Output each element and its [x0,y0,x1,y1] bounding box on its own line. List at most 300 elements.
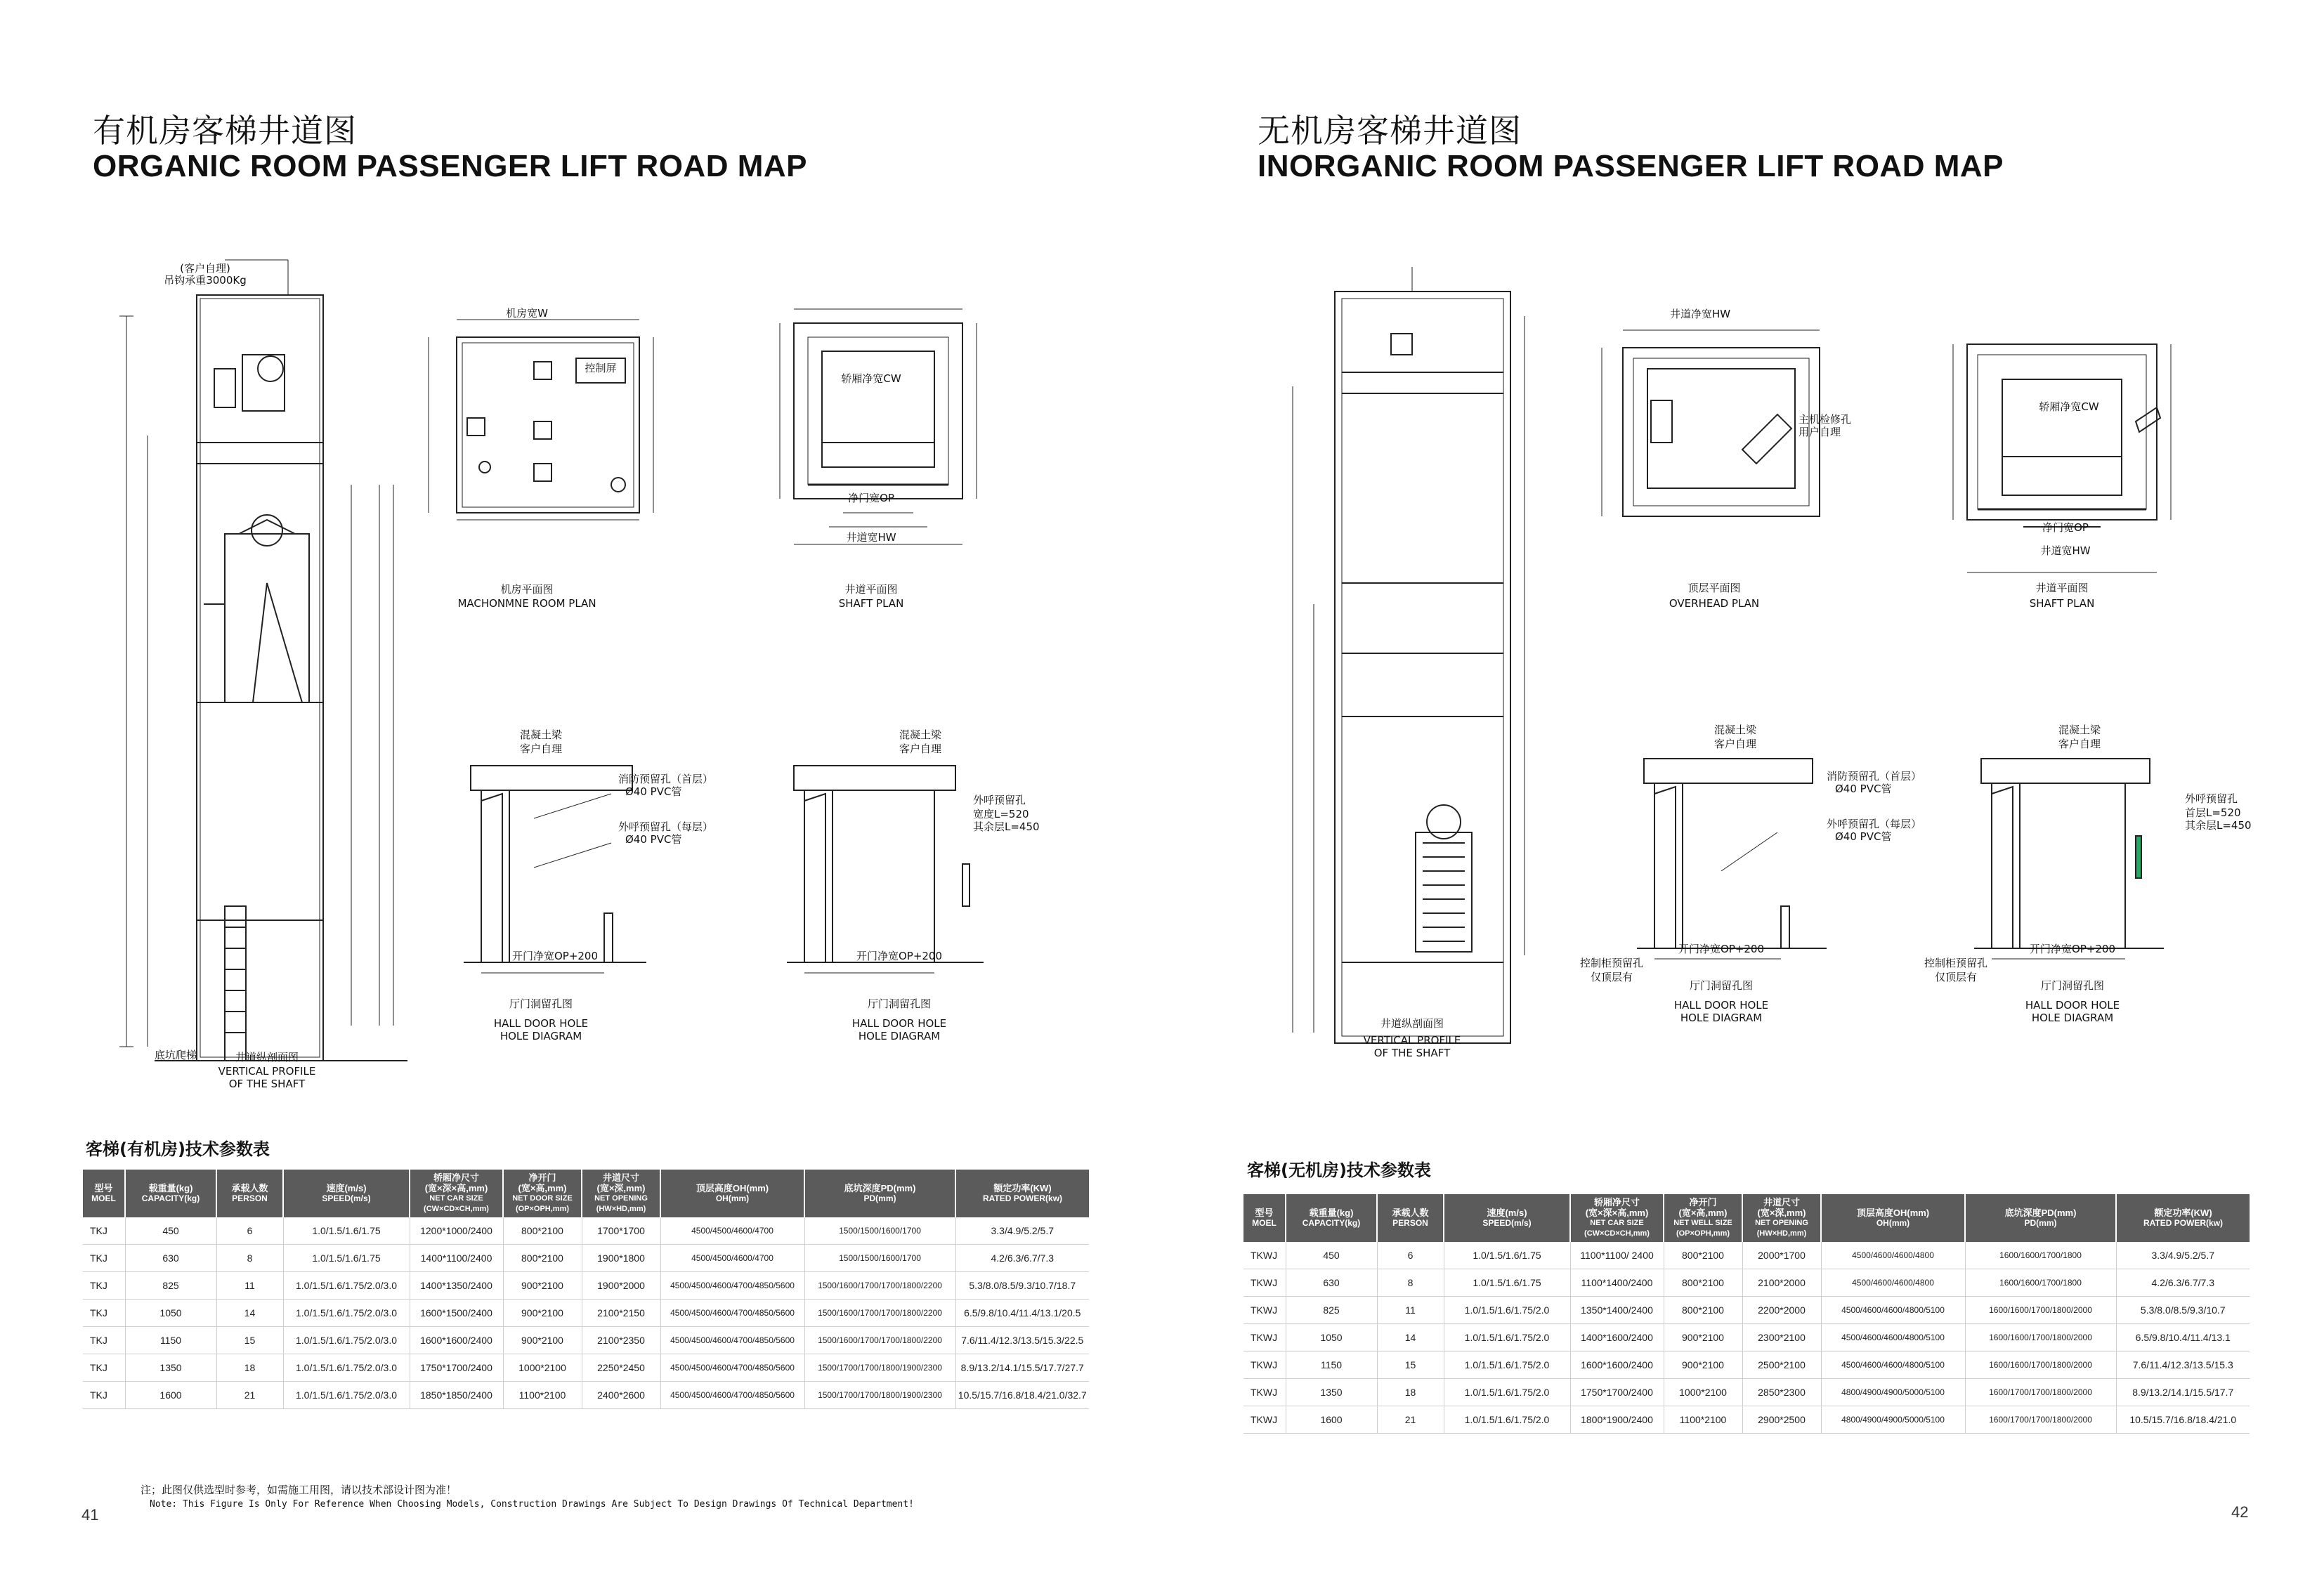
table-cell: 2100*2150 [582,1300,660,1327]
table-row [1243,1324,2250,1352]
table-cell: 1100*1400/2400 [1570,1269,1664,1297]
table-cell: 2100*2000 [1742,1269,1821,1297]
table-cell: 1.0/1.5/1.6/1.75/2.0 [1444,1379,1570,1406]
table-cell: 4.2/6.3/6.7/7.3 [955,1245,1089,1272]
right-hw-label: 井道宽HW [2040,544,2091,557]
right-table-header-9 [2116,1194,2250,1242]
table-cell: 1.0/1.5/1.6/1.75/2.0/3.0 [283,1327,410,1354]
table-cell: 450 [125,1217,216,1245]
left-table-header-9 [955,1170,1089,1217]
left-table-header-6 [582,1170,660,1217]
left-table-header-5 [503,1170,582,1217]
right-table-header-line: 顶层高度OH(mm) [1856,1208,1930,1218]
table-cell: 1.0/1.5/1.6/1.75/2.0 [1444,1297,1570,1324]
right-table-header-line: PD(mm) [2024,1218,2057,1228]
table-cell: 1900*1800 [582,1245,660,1272]
right-table-header-2 [1377,1194,1444,1242]
hd1-beam-1: 混凝土梁 [519,728,562,741]
rhd2-beam-1: 混凝土梁 [2058,724,2101,736]
right-table-title: 客梯(无机房)技术参数表 [1247,1160,1431,1180]
table-cell: 8.9/13.2/14.1/15.5/17.7/27.7 [955,1354,1089,1382]
left-section-caption-en-1: VERTICAL PROFILE [218,1065,316,1078]
right-table-header-line: (HW×HD,mm) [1756,1229,1807,1238]
table-cell: 1.0/1.5/1.6/1.75 [1444,1242,1570,1269]
table-cell: TKJ [83,1272,125,1300]
table-cell: TKWJ [1243,1352,1286,1379]
right-table-header-0 [1243,1194,1286,1242]
left-table-header-line: MOEL [91,1193,116,1203]
overhead-caption-en: OVERHEAD PLAN [1669,597,1760,610]
table-cell: 1.0/1.5/1.6/1.75/2.0 [1444,1352,1570,1379]
right-table-header-line: RATED POWER(kw) [2143,1218,2224,1228]
table-cell: 1350 [125,1354,216,1382]
hd1-note-2b: Ø40 PVC管 [625,833,682,846]
rhd1-caption-en-1: HALL DOOR HOLE [1673,999,1769,1012]
table-row [1243,1379,2250,1406]
left-table-header-line: 型号 [94,1183,113,1193]
table-cell: 1850*1850/2400 [410,1382,503,1409]
right-table-header-3 [1444,1194,1570,1242]
table-cell: 1500/1600/1700/1700/1800/2200 [804,1272,955,1300]
left-table-header-line: 轿厢净尺寸 [433,1172,479,1183]
right-table-header-line: NET CAR SIZE [1590,1219,1644,1227]
left-shaft-plan-caption-en: SHAFT PLAN [838,597,904,610]
right-table-header-line: OH(mm) [1876,1218,1910,1228]
table-cell: 4500/4600/4600/4800/5100 [1821,1324,1965,1352]
hd1-caption-en-1: HALL DOOR HOLE [493,1017,589,1030]
left-title-cn: 有机房客梯井道图 [93,112,357,150]
left-table-header-line: (宽×深×高,mm) [424,1183,488,1193]
right-table-header-4 [1570,1194,1664,1242]
rhd1-note-2: 外呼预留孔（每层） [1827,818,1922,830]
table-cell: 8 [216,1245,283,1272]
table-cell: 1000*2100 [1664,1379,1742,1406]
table-row [83,1245,1089,1272]
table-cell: 1.0/1.5/1.6/1.75/2.0/3.0 [283,1300,410,1327]
table-row [83,1382,1089,1409]
table-cell: 1600 [1286,1406,1377,1434]
left-table-header-3 [283,1170,410,1217]
right-table-header-5 [1664,1194,1742,1242]
table-row [1243,1269,2250,1297]
right-section-caption-en-1: VERTICAL PROFILE [1363,1034,1461,1047]
table-cell: 4500/4600/4600/4800/5100 [1821,1297,1965,1324]
table-cell: 1400*1100/2400 [410,1245,503,1272]
table-cell: 900*2100 [503,1327,582,1354]
table-cell: 1150 [1286,1352,1377,1379]
rhd2-caption-en-2: HOLE DIAGRAM [2031,1012,2114,1024]
left-table-header-line: 速度(m/s) [326,1183,367,1193]
table-cell: 2250*2450 [582,1354,660,1382]
hd2-note-1b: 宽度L=520 [973,808,1029,820]
left-table-header-7 [660,1170,804,1217]
table-cell: 1.0/1.5/1.6/1.75/2.0 [1444,1324,1570,1352]
table-cell: 7.6/11.4/12.3/13.5/15.3 [2116,1352,2250,1379]
table-cell: 21 [216,1382,283,1409]
overhead-width: 井道净宽HW [1669,308,1731,320]
rhd2-note-1c: 其余层L=450 [2185,819,2252,832]
left-table-header-line: (CW×CD×CH,mm) [424,1205,489,1213]
rhd1-side-1: 控制柜预留孔 [1579,957,1643,969]
table-cell: 1050 [1286,1324,1377,1352]
left-table-header-1 [125,1170,216,1217]
rhd1-beam-1: 混凝土梁 [1713,724,1756,736]
rhd2-beam-2: 客户自理 [2058,738,2101,750]
left-table-header-line: (OP×OPH,mm) [515,1205,570,1213]
left-table-header-line: OH(mm) [715,1193,750,1203]
left-page-number: 41 [81,1506,99,1524]
table-cell: 1100*1100/ 2400 [1570,1242,1664,1269]
hd2-note-1c: 其余层L=450 [973,820,1040,833]
table-cell: 7.6/11.4/12.3/13.5/15.3/22.5 [955,1327,1089,1354]
left-table-header-line: PD(mm) [863,1193,896,1203]
right-table-header-row [1243,1194,2250,1242]
right-table-header-line: NET OPENING [1755,1219,1808,1227]
rhd1-beam-2: 客户自理 [1713,738,1756,750]
right-table-header-line: 净开门 [1689,1197,1717,1208]
machine-room-caption-en: MACHONMNE ROOM PLAN [457,597,596,610]
hd1-note-1b: Ø40 PVC管 [625,785,682,798]
table-cell: 1600/1700/1700/1800/2000 [1965,1379,2116,1406]
left-table-header-0 [83,1170,125,1217]
table-cell: 1.0/1.5/1.6/1.75/2.0 [1444,1406,1570,1434]
right-table-header-line: 载重量(kg) [1309,1208,1354,1218]
right-table-header-line: NET WELL SIZE [1673,1219,1732,1227]
table-cell: 1400*1350/2400 [410,1272,503,1300]
table-cell: 2100*2350 [582,1327,660,1354]
table-cell: 1600/1600/1700/1800/2000 [1965,1324,2116,1352]
table-cell: 825 [1286,1297,1377,1324]
right-table-header-line: 轿厢净尺寸 [1593,1197,1640,1208]
right-spec-table [1243,1194,2250,1434]
hd2-beam-2: 客户自理 [899,742,941,755]
table-row [83,1217,1089,1245]
right-op-label: 净门宽OP [2042,521,2089,534]
table-cell: 1100*2100 [503,1382,582,1409]
hd1-caption-en-2: HOLE DIAGRAM [500,1030,582,1042]
table-cell: 1000*2100 [503,1354,582,1382]
left-table-header-2 [216,1170,283,1217]
table-cell: 2500*2100 [1742,1352,1821,1379]
right-shaft-plan-drawing [1946,330,2185,597]
hd2-dim: 开门净宽OP+200 [856,950,943,962]
table-cell: 1350*1400/2400 [1570,1297,1664,1324]
table-cell: 1600/1700/1700/1800/2000 [1965,1406,2116,1434]
hd2-beam-1: 混凝土梁 [899,728,941,741]
right-title-cn: 无机房客梯井道图 [1258,112,1522,150]
table-cell: 8 [1377,1269,1444,1297]
table-cell: 1500/1500/1600/1700 [804,1245,955,1272]
table-cell: 900*2100 [1664,1352,1742,1379]
rhd2-note-1b: 首层L=520 [2185,806,2241,819]
left-table-header-line: (宽×高,mm) [518,1183,567,1193]
rhd1-note-2b: Ø40 PVC管 [1835,830,1892,843]
table-cell: 4.2/6.3/6.7/7.3 [2116,1269,2250,1297]
table-cell: 1600*1600/2400 [410,1327,503,1354]
table-cell: 3.3/4.9/5.2/5.7 [955,1217,1089,1245]
table-cell: 1800*1900/2400 [1570,1406,1664,1434]
table-cell: 4800/4900/4900/5000/5100 [1821,1379,1965,1406]
table-cell: 1600/1600/1700/1800/2000 [1965,1352,2116,1379]
table-cell: 1.0/1.5/1.6/1.75 [283,1245,410,1272]
left-shaft-section-drawing [98,253,407,1082]
table-cell: 630 [125,1245,216,1272]
table-cell: 1750*1700/2400 [410,1354,503,1382]
table-cell: 1700*1700 [582,1217,660,1245]
rhd2-caption-en-1: HALL DOOR HOLE [2025,999,2120,1012]
right-table-header-line: (CW×CD×CH,mm) [1584,1229,1650,1238]
table-cell: 5.3/8.0/8.5/9.3/10.7 [2116,1297,2250,1324]
left-table-header-line: 顶层高度OH(mm) [696,1183,769,1193]
table-cell: 4500/4500/4600/4700 [660,1245,804,1272]
rhd2-side-1: 控制柜预留孔 [1924,957,1987,969]
table-cell: 1600*1500/2400 [410,1300,503,1327]
table-cell: TKJ [83,1245,125,1272]
left-table-header-line: 净开门 [528,1172,556,1183]
hd2-note-1: 外呼预留孔 [973,794,1026,806]
machine-room-width: 机房宽W [506,307,548,320]
table-cell: 1500/1500/1600/1700 [804,1217,955,1245]
table-cell: 10.5/15.7/16.8/18.4/21.0/32.7 [955,1382,1089,1409]
table-cell: 14 [1377,1324,1444,1352]
table-cell: 15 [216,1327,283,1354]
table-cell: 18 [216,1354,283,1382]
table-cell: 4500/4600/4600/4800 [1821,1242,1965,1269]
table-cell: 1600 [125,1382,216,1409]
right-section-caption-cn: 井道纵剖面图 [1380,1017,1444,1030]
table-row [1243,1352,2250,1379]
table-cell: 4800/4900/4900/5000/5100 [1821,1406,1965,1434]
overhead-caption-cn: 顶层平面图 [1687,582,1741,594]
table-cell: 800*2100 [1664,1297,1742,1324]
table-cell: 15 [1377,1352,1444,1379]
machine-room-plan-drawing [414,309,674,548]
left-shaft-plan-drawing [766,302,991,569]
overhead-note-2: 用户自理 [1799,426,1841,438]
table-cell: TKJ [83,1354,125,1382]
hd1-beam-2: 客户自理 [519,742,562,755]
table-cell: TKWJ [1243,1324,1286,1352]
left-table-header-line: (HW×HD,mm) [596,1205,646,1213]
right-section-caption-en-2: OF THE SHAFT [1373,1047,1451,1059]
table-cell: TKJ [83,1327,125,1354]
table-cell: 11 [216,1272,283,1300]
table-cell: 11 [1377,1297,1444,1324]
right-title-en: INORGANIC ROOM PASSENGER LIFT ROAD MAP [1258,149,2004,183]
left-section-caption-cn: 井道纵剖面图 [235,1051,299,1064]
table-cell: TKJ [83,1382,125,1409]
table-cell: 2300*2100 [1742,1324,1821,1352]
table-cell: 14 [216,1300,283,1327]
right-table-header-line: CAPACITY(kg) [1302,1218,1361,1228]
table-cell: 900*2100 [503,1300,582,1327]
table-cell: 1.0/1.5/1.6/1.75 [1444,1269,1570,1297]
table-cell: 6.5/9.8/10.4/11.4/13.1 [2116,1324,2250,1352]
left-table-header-line: 载重量(kg) [148,1183,193,1193]
table-cell: 800*2100 [1664,1269,1742,1297]
rhd1-note-1: 消防预留孔（首层） [1827,770,1922,783]
table-cell: 4500/4500/4600/4700/4850/5600 [660,1327,804,1354]
left-note-en: Note: This Figure Is Only For Reference When Choosing Models, Construction Drawings Are Subject To Design Drawings Of Technical Department! [150,1499,914,1510]
table-row [83,1272,1089,1300]
right-table-header-line: SPEED(m/s) [1482,1218,1532,1228]
left-table-header-line: RATED POWER(kw) [982,1193,1063,1203]
table-cell: 21 [1377,1406,1444,1434]
right-table-header-line: 井道尺寸 [1763,1197,1800,1208]
table-cell: 4500/4500/4600/4700 [660,1217,804,1245]
table-cell: 1400*1600/2400 [1570,1324,1664,1352]
left-table-header-line: (宽×深,mm) [596,1183,646,1193]
table-cell: 1500/1600/1700/1700/1800/2200 [804,1327,955,1354]
right-shaft-plan-caption-cn: 井道平面图 [2035,582,2089,594]
left-table-title: 客梯(有机房)技术参数表 [86,1139,270,1159]
hd1-caption-cn: 厅门洞留孔图 [509,997,573,1010]
rhd1-caption-cn: 厅门洞留孔图 [1689,979,1753,992]
left-spec-table [83,1170,1089,1409]
table-cell: 5.3/8.0/8.5/9.3/10.7/18.7 [955,1272,1089,1300]
hd1-dim: 开门净宽OP+200 [511,950,599,962]
left-cw-label: 轿厢净宽CW [841,372,901,385]
table-cell: 825 [125,1272,216,1300]
table-cell: 1500/1700/1700/1800/1900/2300 [804,1354,955,1382]
table-cell: 1.0/1.5/1.6/1.75/2.0/3.0 [283,1354,410,1382]
table-row [1243,1297,2250,1324]
left-table-header-line: PERSON [232,1193,268,1203]
right-hall-door-2-drawing [1960,745,2171,969]
table-cell: 1.0/1.5/1.6/1.75/2.0/3.0 [283,1382,410,1409]
table-cell: 1.0/1.5/1.6/1.75/2.0/3.0 [283,1272,410,1300]
left-table-header-line: NET CAR SIZE [429,1194,483,1203]
right-shaft-section-drawing [1243,253,1553,1061]
left-table-header-line: 井道尺寸 [602,1172,639,1183]
table-cell: 900*2100 [1664,1324,1742,1352]
right-table-header-line: 速度(m/s) [1487,1208,1527,1218]
left-note-cn: 注；此图仅供选型时参考，如需施工用图，请以技术部设计图为准！ [141,1484,457,1496]
table-cell: 1600/1600/1700/1800/2000 [1965,1297,2116,1324]
left-table-header-line: 额定功率(KW) [993,1183,1052,1193]
table-row [1243,1406,2250,1434]
table-cell: 1900*2000 [582,1272,660,1300]
left-table-header-line: CAPACITY(kg) [141,1193,200,1203]
table-cell: 2000*1700 [1742,1242,1821,1269]
table-row [1243,1242,2250,1269]
left-table-header-4 [410,1170,503,1217]
right-table-header-7 [1821,1194,1965,1242]
right-table-header-line: 型号 [1255,1208,1274,1218]
table-cell: 630 [1286,1269,1377,1297]
table-cell: TKJ [83,1217,125,1245]
table-cell: 18 [1377,1379,1444,1406]
table-cell: 4500/4500/4600/4700/4850/5600 [660,1354,804,1382]
right-table-header-line: (宽×高,mm) [1678,1208,1728,1218]
machine-room-caption-cn: 机房平面图 [500,583,554,596]
table-cell: 3.3/4.9/5.2/5.7 [2116,1242,2250,1269]
table-cell: 1100*2100 [1664,1406,1742,1434]
table-cell: 4500/4500/4600/4700/4850/5600 [660,1272,804,1300]
table-cell: 800*2100 [1664,1242,1742,1269]
table-cell: 4500/4500/4600/4700/4850/5600 [660,1382,804,1409]
right-page-number: 42 [2231,1503,2249,1521]
table-cell: 2850*2300 [1742,1379,1821,1406]
left-table-header-line: NET DOOR SIZE [512,1194,573,1203]
left-table-header-row [83,1170,1089,1217]
left-section-caption-en-2: OF THE SHAFT [228,1078,306,1090]
control-panel-label: 控制屏 [585,362,617,374]
rhd2-caption-cn: 厅门洞留孔图 [2040,979,2104,992]
right-table-header-line: (宽×深,mm) [1757,1208,1806,1218]
left-title-en: ORGANIC ROOM PASSENGER LIFT ROAD MAP [93,149,807,183]
table-cell: 4500/4600/4600/4800/5100 [1821,1352,1965,1379]
rhd1-side-2: 仅顶层有 [1590,971,1633,983]
table-row [83,1354,1089,1382]
table-cell: 1500/1700/1700/1800/1900/2300 [804,1382,955,1409]
right-table-header-6 [1742,1194,1821,1242]
table-cell: 2200*2000 [1742,1297,1821,1324]
table-cell: 4500/4500/4600/4700/4850/5600 [660,1300,804,1327]
rhd2-dim: 开门净宽OP+200 [2029,943,2116,955]
hd1-note-2: 外呼预留孔（每层） [618,820,714,833]
table-cell: TKWJ [1243,1297,1286,1324]
table-cell: 800*2100 [503,1245,582,1272]
table-cell: 450 [1286,1242,1377,1269]
table-cell: TKWJ [1243,1242,1286,1269]
table-cell: TKWJ [1243,1406,1286,1434]
overhead-note-1: 主机检修孔 [1799,413,1852,426]
table-cell: 1500/1600/1700/1700/1800/2200 [804,1300,955,1327]
table-cell: 1150 [125,1327,216,1354]
table-row [83,1300,1089,1327]
table-cell: 1750*1700/2400 [1570,1379,1664,1406]
left-table-header-line: 底坑深度PD(mm) [844,1183,916,1193]
left-shaft-plan-caption-cn: 井道平面图 [844,583,898,596]
left-hall-door-2-drawing [780,752,991,983]
table-cell: 1350 [1286,1379,1377,1406]
table-cell: 6 [216,1217,283,1245]
table-cell: TKWJ [1243,1379,1286,1406]
right-table-header-8 [1965,1194,2116,1242]
hd1-note-1: 消防预留孔（首层） [618,773,714,785]
left-hw-label: 井道宽HW [846,531,896,544]
left-table-header-line: SPEED(m/s) [322,1193,371,1203]
right-table-header-line: 底坑深度PD(mm) [2004,1208,2077,1218]
hook-load: 吊钩承重3000Kg [164,274,247,287]
right-table-header-line: (宽×深×高,mm) [1585,1208,1649,1218]
right-table-header-line: PERSON [1392,1218,1428,1228]
right-table-header-line: MOEL [1252,1218,1277,1228]
table-cell: 4500/4600/4600/4800 [1821,1269,1965,1297]
table-cell: 8.9/13.2/14.1/15.5/17.7 [2116,1379,2250,1406]
left-table-header-8 [804,1170,955,1217]
table-cell: TKJ [83,1300,125,1327]
right-shaft-plan-caption-en: SHAFT PLAN [2029,597,2095,610]
table-cell: 10.5/15.7/16.8/18.4/21.0 [2116,1406,2250,1434]
table-cell: 1200*1000/2400 [410,1217,503,1245]
rhd1-caption-en-2: HOLE DIAGRAM [1680,1012,1763,1024]
right-hall-door-1-drawing [1616,745,1841,969]
right-table-header-line: 额定功率(KW) [2154,1208,2212,1218]
right-cw-label: 轿厢净宽CW [2039,400,2099,413]
table-cell: TKWJ [1243,1269,1286,1297]
right-table-header-line: (OP×OPH,mm) [1676,1229,1730,1238]
hd2-caption-cn: 厅门洞留孔图 [867,997,931,1010]
hd2-caption-en-1: HALL DOOR HOLE [851,1017,947,1030]
table-cell: 1.0/1.5/1.6/1.75 [283,1217,410,1245]
table-cell: 1050 [125,1300,216,1327]
table-cell: 1600*1600/2400 [1570,1352,1664,1379]
table-cell: 800*2100 [503,1217,582,1245]
rhd1-note-1b: Ø40 PVC管 [1835,783,1892,795]
pit-ladder-label: 底坑爬梯 [154,1049,197,1061]
